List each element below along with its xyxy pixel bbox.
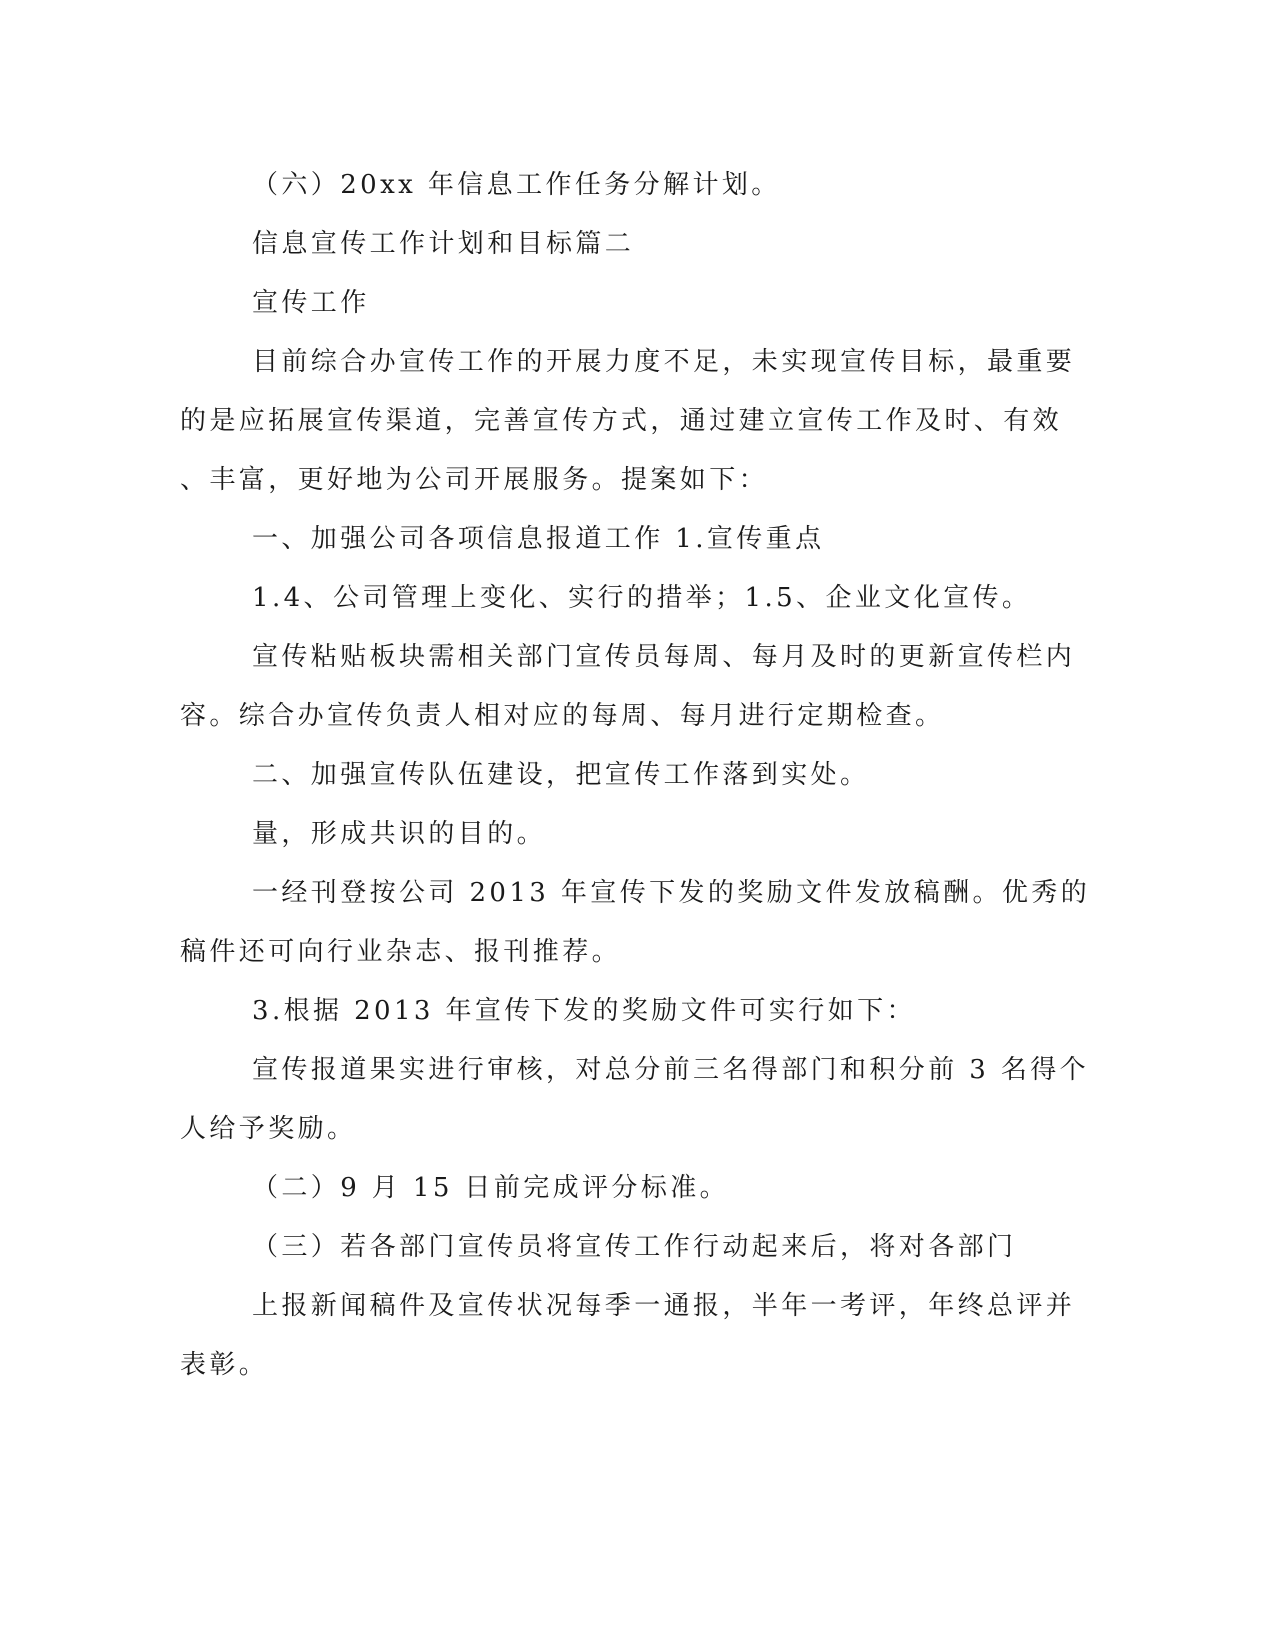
text-line: 稿件还可向行业杂志、报刊推荐。 — [180, 937, 622, 967]
text-line: （二）9 月 15 日前完成评分标准。 — [252, 1173, 730, 1203]
text-line: （六）20xx 年信息工作任务分解计划。 — [252, 170, 781, 200]
subsection-heading: 宣传工作 — [252, 288, 370, 318]
text-line: 一经刊登按公司 2013 年宣传下发的奖励文件发放稿酬。优秀的 — [252, 878, 1091, 908]
text-line: 表彰。 — [180, 1350, 269, 1380]
text-line: 一、加强公司各项信息报道工作 1.宣传重点 — [252, 524, 825, 554]
text-line: 宣传报道果实进行审核，对总分前三名得部门和积分前 3 名得个 — [252, 1055, 1090, 1085]
text-line: 、丰富，更好地为公司开展服务。提案如下： — [180, 465, 769, 495]
text-line: （三）若各部门宣传员将宣传工作行动起来后，将对各部门 — [252, 1232, 1017, 1262]
text-line: 量，形成共识的目的。 — [252, 819, 547, 849]
text-line: 人给予奖励。 — [180, 1114, 357, 1144]
text-line: 目前综合办宣传工作的开展力度不足，未实现宣传目标，最重要 — [252, 347, 1076, 377]
document-body — [180, 156, 1091, 1395]
text-line: 容。综合办宣传负责人相对应的每周、每月进行定期检查。 — [180, 701, 945, 731]
text-line: 上报新闻稿件及宣传状况每季一通报，半年一考评，年终总评并 — [252, 1291, 1076, 1321]
text-line: 宣传粘贴板块需相关部门宣传员每周、每月及时的更新宣传栏内 — [252, 642, 1076, 672]
section-heading: 信息宣传工作计划和目标篇二 — [252, 229, 635, 259]
text-line: 3.根据 2013 年宣传下发的奖励文件可实行如下： — [252, 996, 916, 1026]
text-line: 的是应拓展宣传渠道，完善宣传方式，通过建立宣传工作及时、有效 — [180, 406, 1063, 436]
text-line: 二、加强宣传队伍建设，把宣传工作落到实处。 — [252, 760, 870, 790]
text-line: 1.4、公司管理上变化、实行的措举；1.5、企业文化宣传。 — [252, 583, 1032, 613]
